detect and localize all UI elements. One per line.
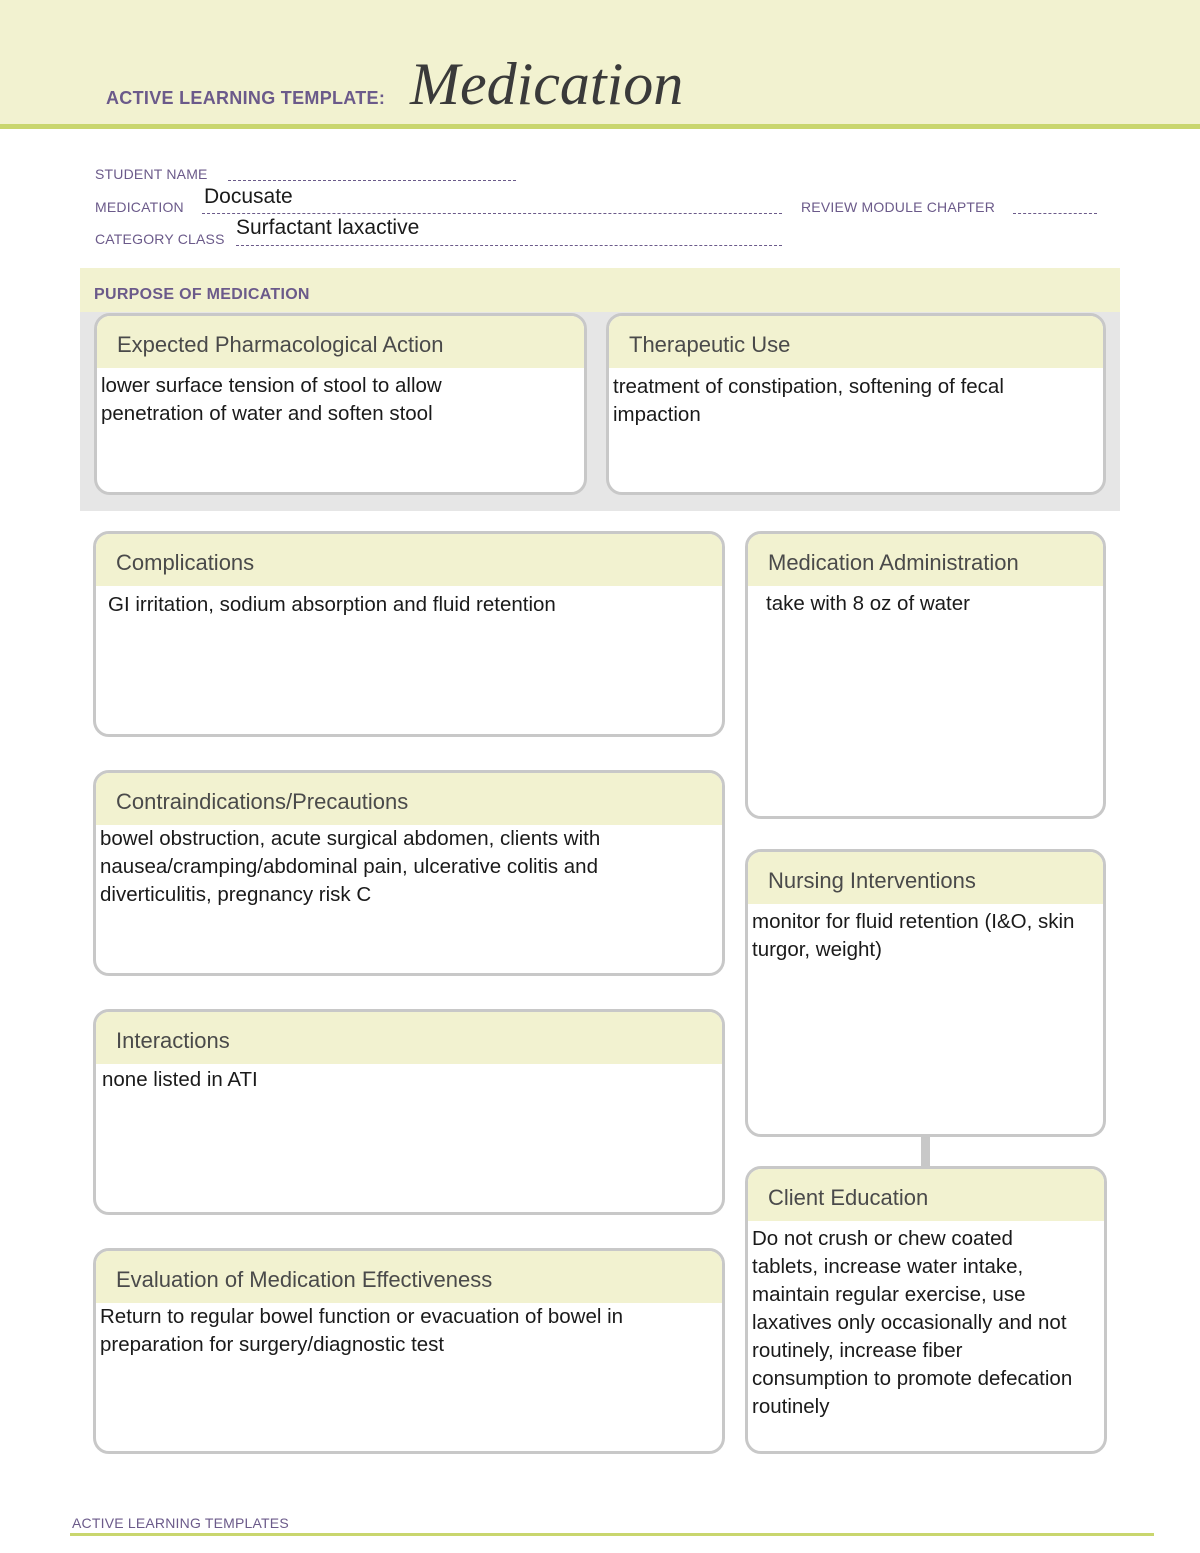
review-module-label: REVIEW MODULE CHAPTER xyxy=(801,199,995,215)
nursing-interventions-title: Nursing Interventions xyxy=(748,852,1103,904)
administration-text: take with 8 oz of water xyxy=(766,592,970,615)
category-class-label: CATEGORY CLASS xyxy=(95,231,225,247)
page-title: Medication xyxy=(410,51,684,117)
nursing-interventions-card[interactable] xyxy=(745,849,1106,1137)
contraindications-text: bowel obstruction, acute surgical abdomen, clients with nausea/cramping/abdominal pain, ulcerative colitis and diverticulitis, pregnancy risk C xyxy=(100,827,601,906)
client-education-title: Client Education xyxy=(748,1169,1104,1221)
evaluation-title: Evaluation of Medication Effectiveness xyxy=(96,1251,722,1303)
therapeutic-use-title: Therapeutic Use xyxy=(609,316,1103,368)
medication-label: MEDICATION xyxy=(95,199,184,215)
administration-card[interactable] xyxy=(745,531,1106,819)
complications-text: GI irritation, sodium absorption and fluid retention xyxy=(108,593,556,616)
evaluation-card[interactable] xyxy=(93,1248,725,1454)
therapeutic-use-card[interactable] xyxy=(606,313,1106,495)
complications-title: Complications xyxy=(96,534,722,586)
evaluation-text: Return to regular bowel function or evacuation of bowel in preparation for surgery/diagnostic test xyxy=(100,1305,624,1356)
expected-action-text: lower surface tension of stool to allow penetration of water and soften stool xyxy=(101,374,442,425)
purpose-label: PURPOSE OF MEDICATION xyxy=(94,286,310,303)
client-education-text: Do not crush or chew coated tablets, increase water intake, maintain regular exercise, use laxatives only occasionally and not routinely, increase fiber consumption to promote defecation routinely xyxy=(752,1227,1073,1418)
category-class-field[interactable] xyxy=(236,245,782,246)
medication-value: Docusate xyxy=(204,185,293,208)
client-education-card[interactable] xyxy=(745,1166,1107,1454)
template-label: ACTIVE LEARNING TEMPLATE: xyxy=(106,88,386,108)
footer-label: ACTIVE LEARNING TEMPLATES xyxy=(72,1515,289,1531)
category-class-value: Surfactant laxactive xyxy=(236,216,420,239)
medication-field[interactable] xyxy=(202,213,782,214)
review-module-field[interactable] xyxy=(1013,213,1097,214)
interactions-text: none listed in ATI xyxy=(102,1068,258,1091)
administration-title: Medication Administration xyxy=(748,534,1103,586)
contraindications-card[interactable] xyxy=(93,770,725,976)
footer-divider xyxy=(70,1533,1154,1536)
therapeutic-use-text: treatment of constipation, softening of fecal impaction xyxy=(613,375,1004,426)
student-name-field[interactable] xyxy=(228,180,516,181)
card-connector xyxy=(921,1136,930,1166)
student-name-label: STUDENT NAME xyxy=(95,166,208,182)
nursing-interventions-text: monitor for fluid retention (I&O, skin turgor, weight) xyxy=(752,910,1075,961)
interactions-title: Interactions xyxy=(96,1012,722,1064)
expected-action-card[interactable] xyxy=(94,313,587,495)
interactions-card[interactable] xyxy=(93,1009,725,1215)
expected-action-title: Expected Pharmacological Action xyxy=(97,316,584,368)
complications-card[interactable] xyxy=(93,531,725,737)
contraindications-title: Contraindications/Precautions xyxy=(96,773,722,825)
